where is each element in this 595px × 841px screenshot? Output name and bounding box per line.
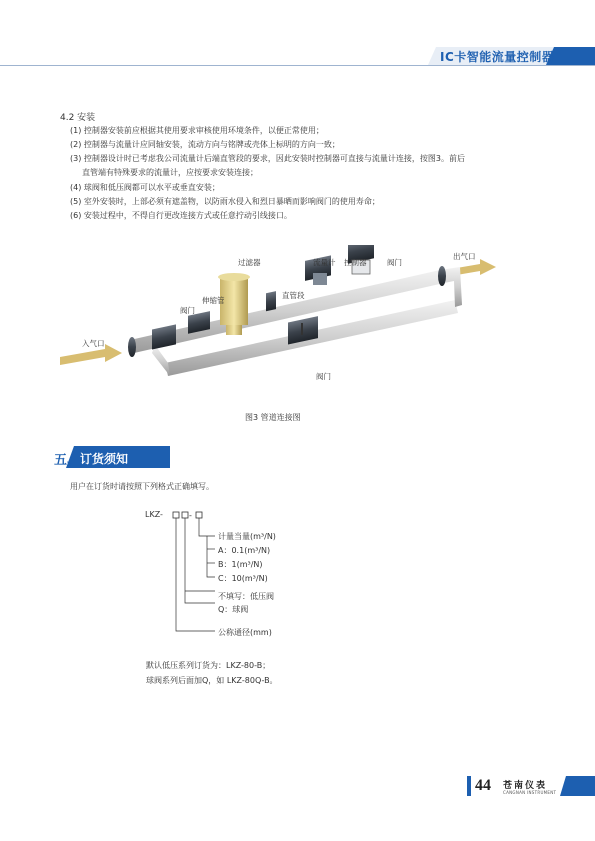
option-ball: Q：球阀	[218, 605, 249, 614]
option-a: A：0.1(m³/N)	[218, 546, 271, 555]
company-name-en: CANGNAN INSTRUMENT	[503, 790, 557, 795]
footer-tab	[560, 776, 595, 796]
label-valve-left: 阀门	[180, 306, 195, 315]
label-flowmeter: 流量计	[313, 258, 336, 267]
order-note: 默认低压系列订货为：LKZ-80-B；	[146, 661, 271, 670]
install-item: 直管端有特殊要求的流量计，应按要求安装连接；	[82, 168, 258, 177]
label-inlet: 入气口	[82, 339, 105, 348]
order-note: 球阀系列后面加Q，如 LKZ-80Q-B。	[146, 676, 278, 685]
option-dn: 公称通径(mm)	[218, 628, 272, 637]
label-valve-bottom: 阀门	[316, 372, 331, 381]
option-low: 不填写：低压阀	[218, 592, 274, 601]
page-number-bar	[467, 776, 471, 796]
company-name: 苍南仪表	[503, 781, 548, 791]
install-item: (1) 控制器安装前应根据其使用要求审核使用环境条件，以便正常使用；	[70, 126, 324, 135]
install-item: (4) 球阀和低压阀都可以水平或垂直安装；	[70, 183, 220, 192]
option-q: 计量当量(m³/N)	[218, 532, 276, 541]
option-c: C：10(m³/N)	[218, 574, 268, 583]
option-b: B：1(m³/N)	[218, 560, 263, 569]
install-item: (6) 安装过程中，不得自行更改连接方式或任意拧动引线接口。	[70, 211, 292, 220]
header-title: IC卡智能流量控制器	[440, 50, 555, 64]
install-item: (3) 控制器设计时已考虑我公司流量计后端直管段的要求，因此安装时控制器可直接与流量计连接，按图3。前后	[70, 154, 465, 163]
page-number: 44	[475, 777, 491, 794]
label-valve-top: 阀门	[387, 258, 402, 267]
install-item: (5) 室外安装时，上部必须有遮盖物，以防雨水侵入和烈日暴晒而影响阀门的使用寿命；	[70, 197, 380, 206]
install-item: (2) 控制器与流量计应同轴安装，流动方向与铭牌或壳体上标明的方向一致；	[70, 140, 340, 149]
label-filter: 过滤器	[238, 258, 261, 267]
install-heading: 4.2 安装	[60, 113, 96, 123]
pipeline-illustration	[60, 245, 530, 395]
section5-title: 订货须知	[80, 452, 129, 466]
header-rule	[0, 65, 595, 66]
label-outlet: 出气口	[453, 252, 476, 261]
label-controller: 控制器	[344, 258, 367, 267]
order-intro: 用户在订货时请按照下列格式正确填写。	[70, 482, 214, 491]
label-expansion: 伸缩管	[202, 296, 225, 305]
label-straight: 直管段	[282, 291, 305, 300]
section5-number: 五、	[54, 453, 81, 468]
pipeline-diagram	[60, 245, 530, 395]
svg-text:-: -	[189, 511, 192, 520]
order-code: LKZ-	[145, 510, 163, 519]
figure-caption: 图3 管道连接图	[245, 413, 301, 422]
